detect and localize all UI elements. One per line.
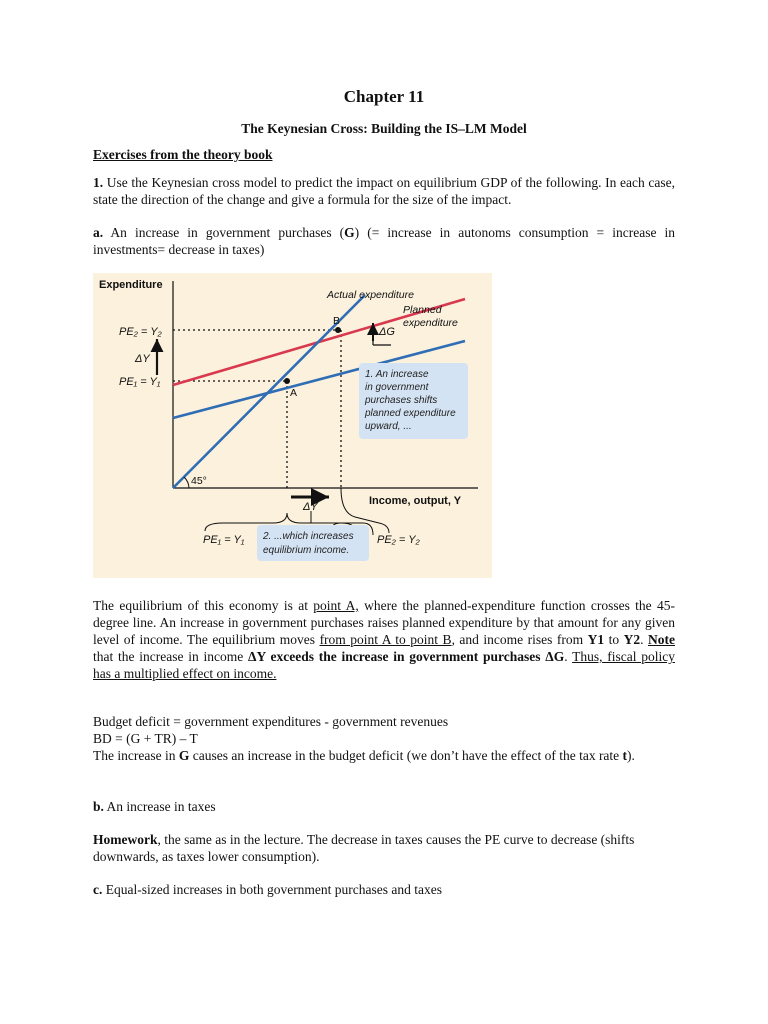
angle-arc — [184, 477, 189, 488]
para-text-2: where the planned-expenditure function crosses the 45-degree line. An increase in government purchases raises planned expenditure by that amount for any given level of income. The equilibrium moves — [93, 598, 675, 647]
budget-line-2: BD = (G + TR) – T — [93, 731, 198, 746]
point-b-marker — [335, 327, 341, 333]
pe1-label: PE₁ = Y₁ — [119, 376, 161, 388]
point-a-label: A — [290, 387, 298, 399]
note-2-line-2: equilibrium income. — [263, 545, 350, 556]
budget-text-b: causes an increase in the budget deficit (we don’t have the effect of the tax rate — [189, 748, 623, 763]
para-note: Note — [648, 632, 676, 647]
para-point-a: point A, — [313, 598, 359, 613]
budget-text-c: ). — [627, 748, 635, 763]
question-1-number: 1. — [93, 175, 104, 190]
para-text-1: The equilibrium of this economy is at — [93, 598, 314, 613]
chapter-subtitle: The Keynesian Cross: Building the IS–LM Model — [241, 121, 527, 136]
homework-note — [93, 831, 675, 865]
delta-y-left-label: ΔY — [135, 353, 150, 365]
note-1-line-2: in government — [365, 382, 429, 393]
chapter-title: Chapter 11 — [343, 87, 425, 106]
para-y1: Y1 — [587, 632, 605, 647]
equilibrium-paragraph — [93, 597, 675, 682]
budget-deficit-block — [93, 713, 675, 764]
bottom-pe1-label: PE₁ = Y₁ — [203, 534, 245, 546]
para-text-6: that the increase in income — [93, 649, 248, 664]
actual-expenditure-label: Actual expenditure — [327, 289, 414, 301]
part-c-text: Equal-sized increases in both government purchases and taxes — [102, 882, 443, 897]
keynesian-cross-figure — [93, 273, 492, 578]
planned-label-line-2: expenditure — [403, 317, 458, 329]
para-conclusion: Thus, fiscal policy has a multiplied effect on income. — [93, 649, 675, 681]
homework-label: Homework — [93, 832, 158, 847]
point-b-label: B — [333, 315, 341, 327]
budget-text-a: The increase in — [93, 748, 179, 763]
angle-label: 45° — [191, 475, 207, 487]
part-b — [93, 798, 675, 815]
budget-line-1: Budget deficit = government expenditures - government revenues — [93, 714, 449, 729]
para-bold-claim: ΔY exceeds the increase in government purchases ΔG — [248, 649, 565, 664]
note-2-line-1: 2. ...which increases — [263, 531, 354, 542]
part-c — [93, 881, 675, 898]
budget-t: t — [622, 748, 628, 763]
part-b-letter: b. — [93, 799, 104, 814]
part-b-text: An increase in taxes — [103, 799, 216, 814]
part-a-text-before: An increase in government purchases ( — [103, 225, 345, 240]
part-c-letter: c. — [93, 882, 103, 897]
x-axis-label: Income, output, Y — [369, 495, 462, 507]
keynesian-cross-svg — [93, 273, 492, 578]
budget-line-3 — [93, 747, 675, 764]
note-1-line-4: planned expenditure — [365, 408, 456, 419]
para-a-to-b: from point A to point B — [319, 632, 452, 647]
exercises-heading: Exercises from the theory book — [93, 147, 273, 162]
delta-g-label: ΔG — [379, 326, 395, 338]
note-1-line-5: upward, ... — [365, 421, 412, 432]
para-text-4: to — [604, 632, 624, 647]
question-1-text: Use the Keynesian cross model to predict the impact on equilibrium GDP of the following. In each case, state the direction of the change and give a formula for the size of the impact. — [93, 175, 675, 207]
para-text-7: . — [564, 649, 573, 664]
note-1-line-3: purchases shifts — [365, 395, 438, 406]
homework-text: , the same as in the lecture. The decrease in taxes causes the PE curve to decrease (shifts downwards, as taxes lower consumption). — [93, 832, 635, 864]
point-a-marker — [284, 378, 290, 384]
question-1 — [93, 174, 675, 208]
para-text-5: . — [640, 632, 649, 647]
note-1-line-1: 1. An increase — [365, 369, 429, 380]
para-y2: Y2 — [623, 632, 641, 647]
part-a — [93, 224, 675, 258]
pe2-label: PE₂ = Y₂ — [119, 326, 162, 338]
planned-label-line-1: Planned — [403, 304, 442, 316]
bottom-delta-y-label: ΔY — [303, 501, 318, 513]
para-text-3: , and income rises from — [451, 632, 588, 647]
budget-g: G — [178, 748, 190, 763]
part-a-text-after: ) (= increase in autonoms consumption = increase in investments= decrease in taxes) — [93, 225, 675, 257]
part-a-symbol: G — [344, 225, 355, 240]
bottom-pe2-label: PE₂ = Y₂ — [377, 534, 420, 546]
y-axis-label: Expenditure — [99, 279, 163, 291]
part-a-letter: a. — [93, 225, 104, 240]
